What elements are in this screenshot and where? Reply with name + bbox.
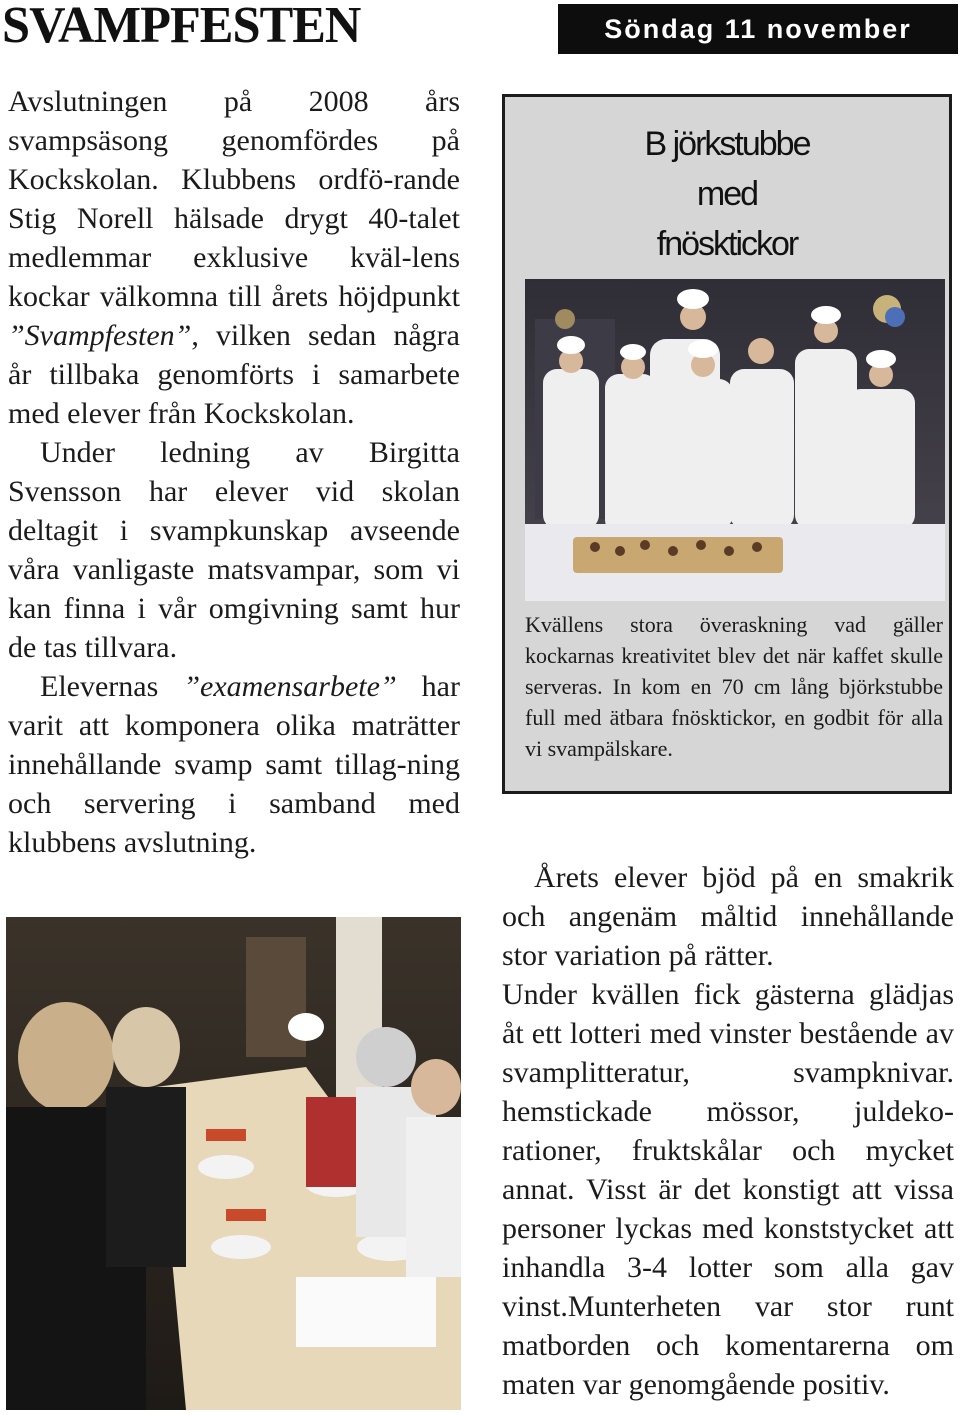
article-paragraph-5: Under kvällen fick gästerna glädjas åt ett lotteri med vinster bestående av svamplitteratur, svampknivar. hemstickade mössor, juldeko-rationer, fruktskålar och mycket annat. Visst är det konstigt att vissa personer lyckas med konststycket att inhandla 3-4 lotter som alla gav vinst.Munterheten var stor runt matborden och komentarerna om maten var genomgående positiv. (502, 978, 954, 1401)
chefs-photo (525, 279, 945, 601)
article-paragraph-2: Under ledning av Birgitta Svensson har elever vid skolan deltagit i svampkunskap avseende våra vanligaste matsvampar, som vi kan finna i vår omgivning samt hur de tas tillvara. (8, 436, 460, 664)
article-left-column (8, 82, 460, 862)
headline: SVAMPFESTEN (2, 0, 361, 54)
article-text: har varit att komponera olika maträtter innehållande svamp samt tillag-ning och servering i samband med klubbens avslutning. (8, 670, 460, 859)
article-emphasis: ”Svampfesten” (8, 319, 192, 352)
article-right-column (502, 858, 954, 1404)
article-emphasis: ”examensarbete” (183, 670, 397, 703)
article-paragraph-4: Årets elever bjöd på en smakrik och angenäm måltid innehållande stor variation på rätter. (502, 861, 954, 972)
article-text: Elevernas (40, 670, 184, 703)
sidebar-box (502, 94, 952, 794)
article-text: , vilken sedan några år tillbaka genomförts i samarbete med elever från Kockskolan. (8, 319, 460, 430)
article-paragraph-1 (8, 82, 460, 433)
dinner-photo (6, 917, 461, 1410)
article-paragraph-3 (8, 667, 460, 862)
date-banner: Söndag 11 november (558, 4, 958, 54)
sidebar-caption: Kvällens stora överaskning vad gäller kockarnas kreativitet blev det när kaffet skulle serveras. In kom en 70 cm lång björkstubbe full med ätbara fnösktickor, en godbit för alla vi svampälskare. (525, 612, 943, 761)
sidebar-title: B jörkstubbe med fnösktickor (644, 125, 810, 263)
article-text: Avslutningen på 2008 års svampsäsong genomfördes på Kockskolan. Klubbens ordfö-rande Stig Norell hälsade drygt 40-talet medlemmar exklusive kväl-lens kockar välkomna till årets höjdpunkt (8, 85, 460, 313)
